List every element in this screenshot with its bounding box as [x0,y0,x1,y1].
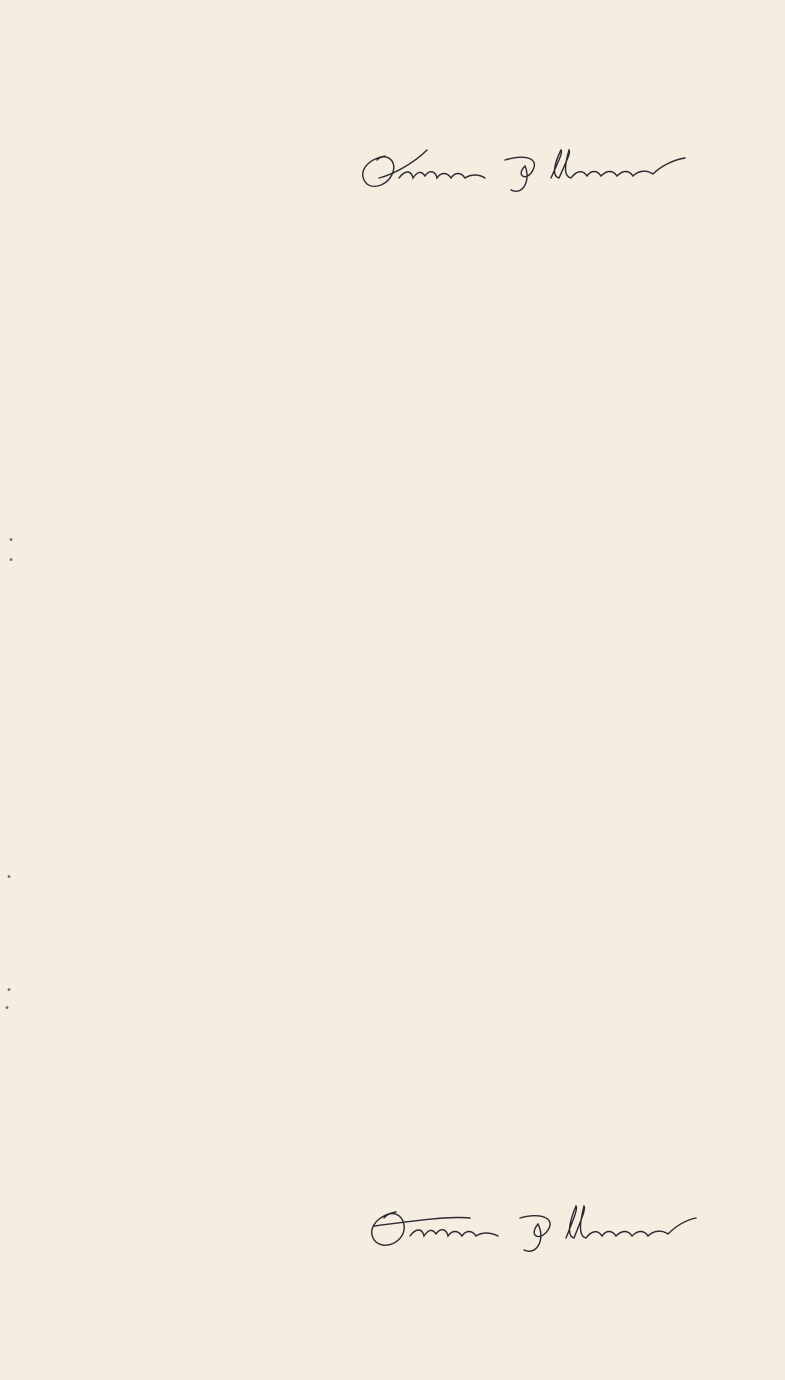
signature-2 [360,1196,700,1258]
handwritten-signature-icon [355,140,695,198]
signature-1 [355,140,695,198]
bills-header-row [60,938,720,955]
handwritten-signature-icon [360,1196,700,1258]
minutes-page: • • • • • [0,0,785,1380]
bills-table [60,904,720,989]
